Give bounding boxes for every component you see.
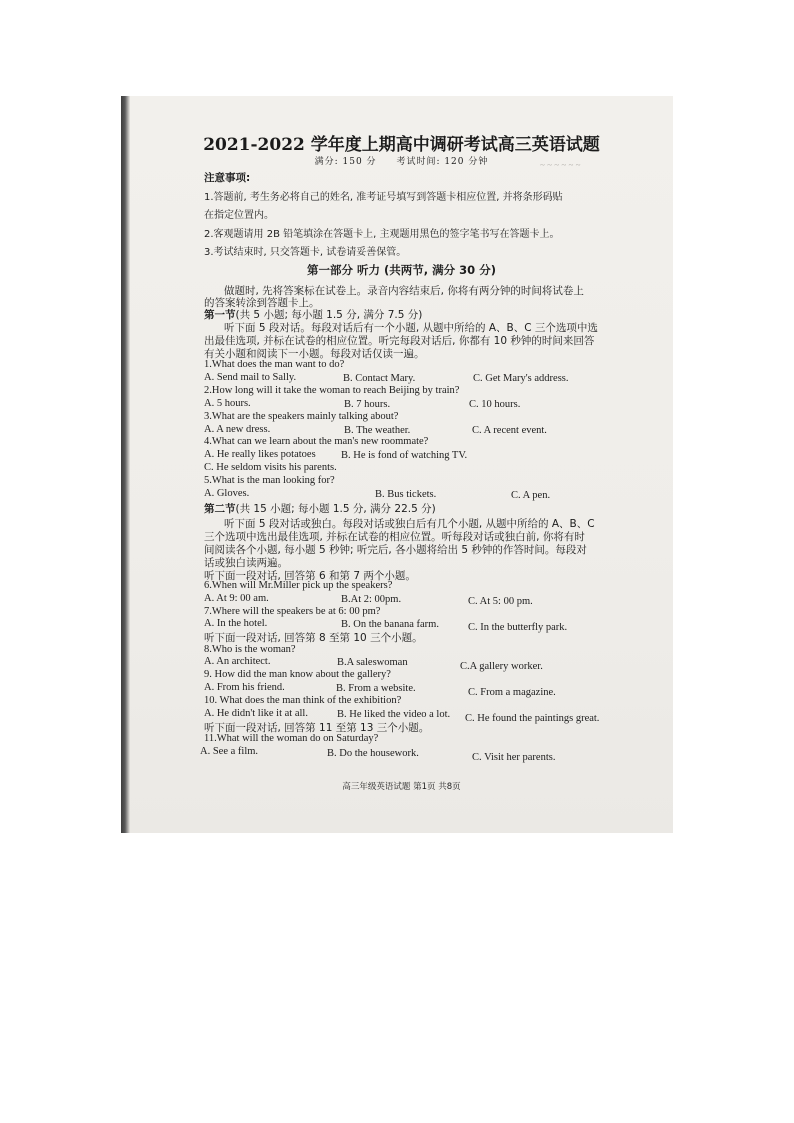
q3-option-b: B. The weather.: [344, 425, 411, 436]
bleed-through-text: ~ ~ ~ ~ ~ ~: [540, 160, 581, 170]
section2-info: (共 15 小题; 每小题 1.5 分, 满分 22.5 分): [235, 503, 436, 515]
listen-instruction-11-13: 听下面一段对话, 回答第 11 至第 13 三个小题。: [204, 722, 430, 734]
section1-direction-2: 出最佳选项, 并标在试卷的相应位置。听完每段对话后, 你都有 10 秒钟的时间来回答: [204, 335, 595, 347]
document-photo: [121, 96, 673, 833]
question-2: 2.How long will it take the woman to reach Beijing by train?: [204, 385, 460, 396]
q10-option-a: A. He didn't like it at all.: [204, 708, 308, 719]
exam-time: 考试时间: 120 分钟: [396, 157, 489, 167]
page-footer: 高三年级英语试题 第1页 共8页: [342, 782, 461, 792]
question-4: 4.What can we learn about the man's new roommate?: [204, 436, 429, 447]
q5-option-a: A. Gloves.: [204, 488, 250, 499]
q4-option-b: B. He is fond of watching TV.: [341, 450, 468, 461]
section2-direction-4: 话或独白读两遍。: [204, 557, 288, 569]
q5-option-c: C. A pen.: [511, 490, 551, 501]
part1-intro-1: 做题时, 先将答案标在试卷上。录音内容结束后, 你将有两分钟的时间将试卷上: [224, 285, 584, 297]
section2-title: 第二节: [204, 503, 236, 515]
q2-option-c: C. 10 hours.: [469, 399, 521, 410]
section2-direction-3: 间阅读各个小题, 每小题 5 秒钟; 听完后, 各小题将给出 5 秒钟的作答时间。每段对: [204, 544, 587, 556]
q9-option-c: C. From a magazine.: [468, 687, 556, 698]
q6-option-a: A. At 9: 00 am.: [204, 593, 269, 604]
part1-title: 第一部分 听力 (共两节, 满分 30 分): [307, 263, 496, 277]
q9-option-b: B. From a website.: [336, 683, 416, 694]
question-3: 3.What are the speakers mainly talking about?: [204, 411, 399, 422]
section2-direction-1: 听下面 5 段对话或独白。每段对话或独白后有几个小题, 从题中所给的 A、B、C: [224, 518, 595, 530]
q3-option-a: A. A new dress.: [204, 424, 271, 435]
part1-intro-2: 的答案转涂到答题卡上。: [204, 297, 320, 309]
q1-option-b: B. Contact Mary.: [343, 373, 416, 384]
q4-option-c: C. He seldom visits his parents.: [204, 462, 337, 473]
note-1b: 在指定位置内。: [204, 210, 274, 221]
note-3: 3.考试结束时, 只交答题卡, 试卷请妥善保管。: [204, 247, 407, 258]
q7-option-c: C. In the butterfly park.: [468, 622, 568, 633]
section1-direction-3: 有关小题和阅读下一小题。每段对话仅读一遍。: [204, 348, 425, 360]
q5-option-b: B. Bus tickets.: [375, 489, 437, 500]
section1-title: 第一节: [204, 309, 236, 321]
section2-direction-2: 三个选项中选出最佳选项, 并标在试卷的相应位置。听每段对话或独白前, 你将有时: [204, 531, 585, 543]
q10-option-b: B. He liked the video a lot.: [337, 709, 451, 720]
q6-option-b: B.At 2: 00pm.: [341, 594, 402, 605]
listen-instruction-6-7: 听下面一段对话, 回答第 6 和第 7 两个小题。: [204, 570, 416, 582]
note-2: 2.客观题请用 2B 铅笔填涂在答题卡上, 主观题用黑色的签字笔书写在答题卡上。: [204, 229, 560, 240]
note-1a: 1.答题前, 考生务必将自己的姓名, 准考证号填写到答题卡相应位置, 并将条形码贴: [204, 192, 563, 203]
q4-option-a: A. He really likes potatoes: [204, 449, 316, 460]
question-8: 8.Who is the woman?: [204, 644, 296, 655]
notes-label: 注意事项:: [204, 172, 251, 184]
question-6: 6.When will Mr.Miller pick up the speakers?: [204, 580, 393, 591]
question-9: 9. How did the man know about the gallery?: [204, 669, 391, 680]
exam-title: 2021-2022 学年度上期高中调研考试高三英语试题: [203, 135, 600, 155]
q7-option-b: B. On the banana farm.: [341, 619, 439, 630]
exam-subtitle: [130, 154, 673, 167]
section2-header: [204, 501, 436, 516]
section1-info: (共 5 小题; 每小题 1.5 分, 满分 7.5 分): [235, 309, 423, 321]
listen-instruction-8-10: 听下面一段对话, 回答第 8 至第 10 三个小题。: [204, 632, 423, 644]
q9-option-a: A. From his friend.: [204, 682, 285, 693]
q8-option-a: A. An architect.: [204, 656, 271, 667]
q1-option-c: C. Get Mary's address.: [473, 373, 569, 384]
question-5: 5.What is the man looking for?: [204, 475, 335, 486]
q2-option-b: B. 7 hours.: [344, 399, 391, 410]
question-10: 10. What does the man think of the exhibition?: [204, 695, 402, 706]
q1-option-a: A. Send mail to Sally.: [204, 372, 297, 383]
section1-direction-1: 听下面 5 段对话。每段对话后有一个小题, 从题中所给的 A、B、C 三个选项中选: [224, 322, 598, 334]
q11-option-b: B. Do the housework.: [327, 748, 419, 759]
q3-option-c: C. A recent event.: [472, 425, 547, 436]
q11-option-a: A. See a film.: [200, 746, 259, 757]
question-7: 7.Where will the speakers be at 6: 00 pm?: [204, 606, 381, 617]
q2-option-a: A. 5 hours.: [204, 398, 251, 409]
question-1: 1.What does the man want to do?: [204, 359, 345, 370]
exam-sheet: [130, 96, 673, 833]
q8-option-b: B.A saleswoman: [337, 657, 408, 668]
question-11: 11.What will the woman do on Saturday?: [204, 733, 379, 744]
q7-option-a: A. In the hotel.: [204, 618, 268, 629]
total-score: 满分: 150 分: [314, 157, 377, 167]
q6-option-c: C. At 5: 00 pm.: [468, 596, 533, 607]
q10-option-c: C. He found the paintings great.: [465, 713, 600, 724]
q8-option-c: C.A gallery worker.: [460, 661, 543, 672]
q11-option-c: C. Visit her parents.: [472, 752, 556, 763]
